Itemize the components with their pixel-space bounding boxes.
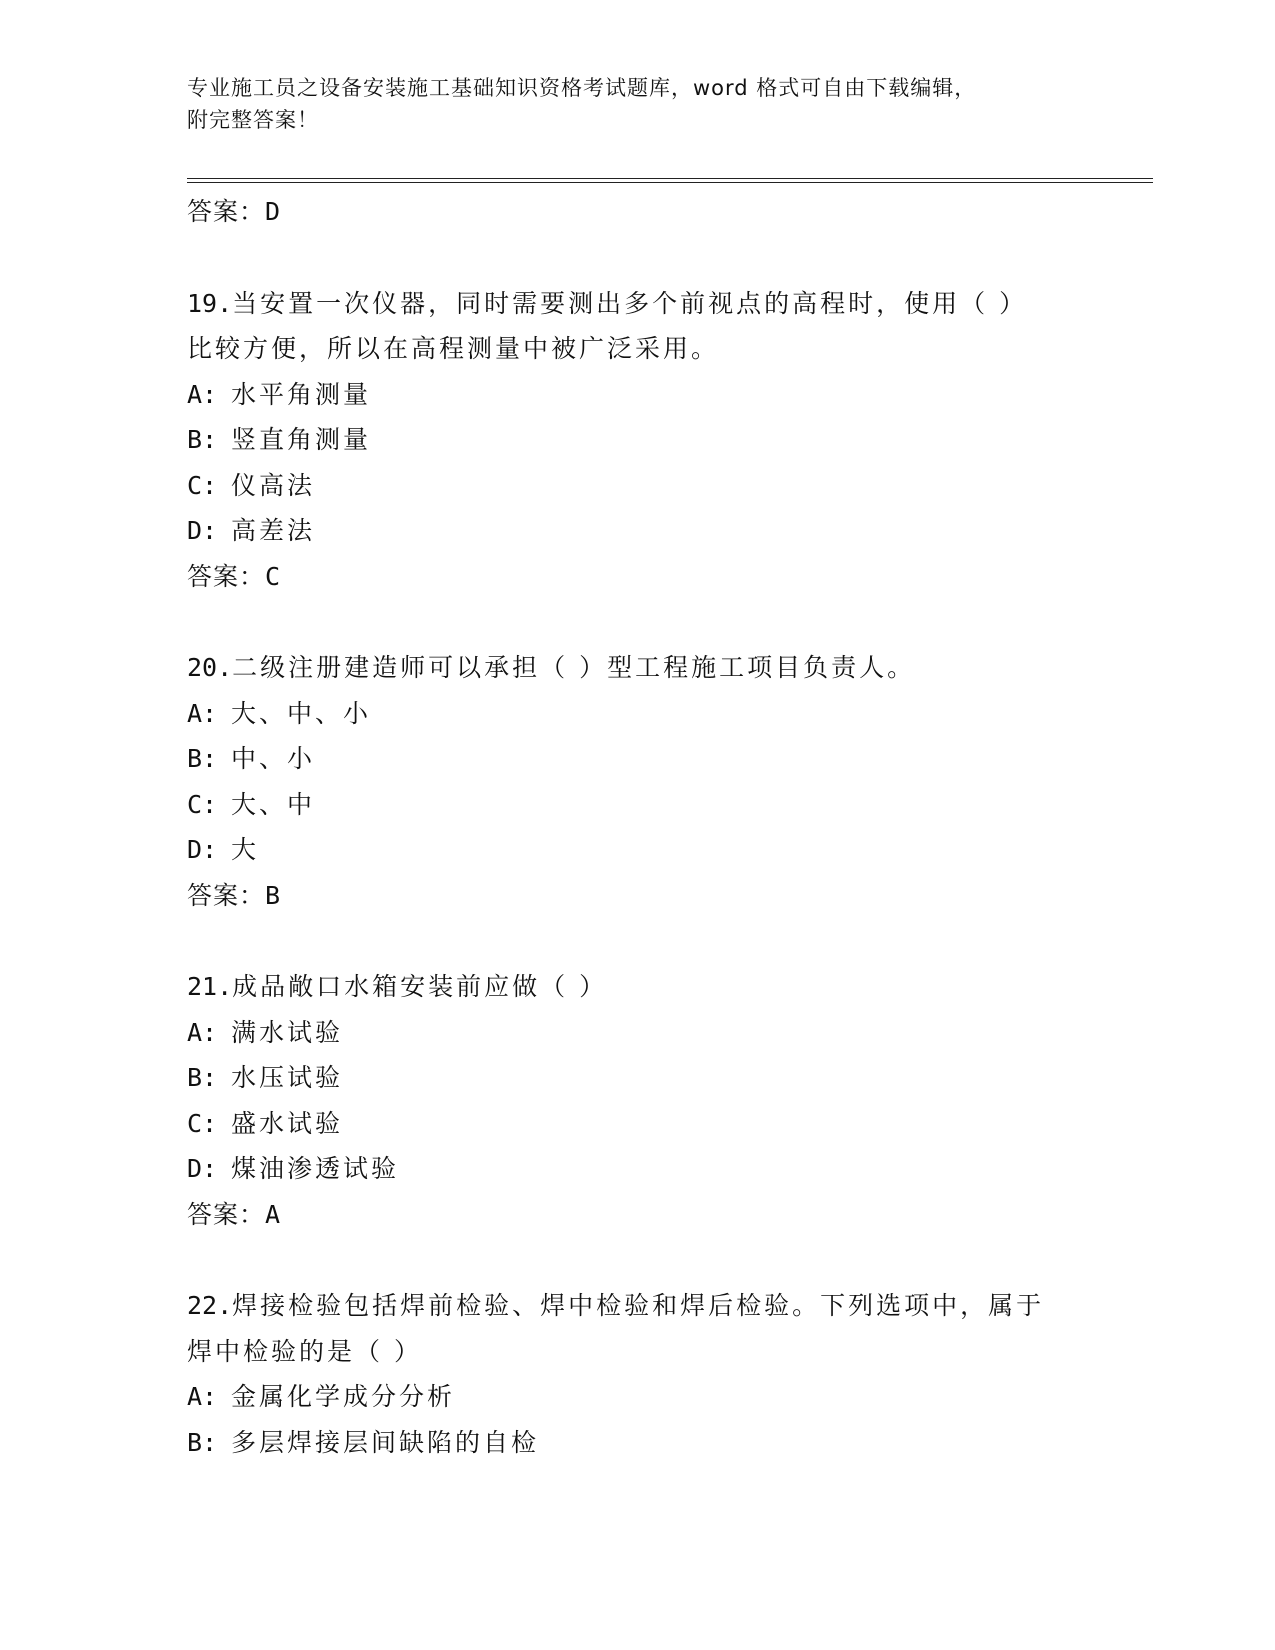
header-divider-top <box>187 178 1153 179</box>
answer-label: 答案： <box>187 1199 266 1229</box>
question-stem <box>187 281 1087 327</box>
option-b <box>187 1420 1087 1466</box>
question-22 <box>187 1283 1087 1465</box>
question-stem <box>187 645 1087 691</box>
answer-value: D <box>265 197 282 226</box>
answer-line <box>187 1192 1087 1238</box>
question-stem <box>187 1283 1087 1329</box>
option-key: B: <box>187 1063 218 1092</box>
option-key: B: <box>187 425 218 454</box>
document-header <box>187 72 1067 136</box>
question-20 <box>187 645 1087 918</box>
option-key: D: <box>187 835 218 864</box>
question-19 <box>187 281 1087 600</box>
option-key: A: <box>187 698 218 728</box>
stem-text: 当安置一次仪器，同时需要测出多个前视点的高程时，使用（ ） <box>232 288 1028 318</box>
question-number: 22. <box>187 1291 233 1320</box>
question-stem <box>187 964 1087 1010</box>
option-text: 仪高法 <box>231 470 316 500</box>
stem-text: 二级注册建造师可以承担（ ）型工程施工项目负责人。 <box>232 653 916 682</box>
option-key: C: <box>187 789 218 819</box>
option-text: 中、小 <box>231 744 316 773</box>
option-b <box>187 736 1087 782</box>
option-d <box>187 827 1087 873</box>
question-number: 19. <box>187 288 233 318</box>
option-text: 高差法 <box>231 516 316 545</box>
option-text: 竖直角测量 <box>231 425 372 454</box>
answer-value: B <box>265 880 282 910</box>
answer-value: A <box>265 1199 282 1229</box>
option-text: 大、中 <box>231 789 316 819</box>
option-key: A: <box>187 1382 218 1411</box>
question-number: 21. <box>187 972 233 1001</box>
option-text: 大 <box>231 835 260 864</box>
answer-line <box>187 554 1087 600</box>
option-text: 金属化学成分分析 <box>231 1382 456 1411</box>
option-d <box>187 1146 1087 1192</box>
option-c <box>187 782 1087 828</box>
answer-value: C <box>265 561 282 591</box>
question-21 <box>187 964 1087 1237</box>
option-key: D: <box>187 1154 218 1183</box>
option-text: 满水试验 <box>231 1017 344 1047</box>
header-divider-bottom <box>187 182 1153 183</box>
option-key: C: <box>187 1108 218 1138</box>
answer-label: 答案： <box>187 880 266 910</box>
option-a <box>187 372 1087 418</box>
option-key: B: <box>187 1427 218 1457</box>
option-key: B: <box>187 744 218 773</box>
question-stem-continued: 焊中检验的是（ ） <box>187 1336 422 1366</box>
option-key: C: <box>187 470 218 500</box>
option-b <box>187 417 1087 463</box>
option-key: D: <box>187 516 218 545</box>
option-text: 大、中、小 <box>231 698 372 728</box>
option-b <box>187 1055 1087 1101</box>
option-key: A: <box>187 379 218 409</box>
option-c <box>187 1101 1087 1147</box>
stem-text: 焊接检验包括焊前检验、焊中检验和焊后检验。下列选项中，属于 <box>232 1291 1045 1320</box>
option-text: 水压试验 <box>231 1063 344 1092</box>
header-line-2: 附完整答案！ <box>187 108 319 132</box>
option-a <box>187 1374 1087 1420</box>
option-c <box>187 463 1087 509</box>
answer-label: 答案： <box>187 197 266 226</box>
stem-text: 成品敞口水箱安装前应做（ ） <box>232 972 608 1001</box>
option-text: 水平角测量 <box>231 379 372 409</box>
option-text: 煤油渗透试验 <box>231 1154 400 1183</box>
option-d <box>187 508 1087 554</box>
answer-label: 答案： <box>187 561 266 591</box>
answer-line <box>187 873 1087 919</box>
header-line-1: 专业施工员之设备安装施工基础知识资格考试题库，word 格式可自由下载编辑， <box>187 76 977 100</box>
option-key: A: <box>187 1017 218 1047</box>
option-text: 多层焊接层间缺陷的自检 <box>231 1427 540 1457</box>
question-list <box>187 189 1087 1465</box>
question-number: 20. <box>187 653 233 682</box>
option-a <box>187 1010 1087 1056</box>
option-text: 盛水试验 <box>231 1108 344 1138</box>
question-stem-continued: 比较方便，所以在高程测量中被广泛采用。 <box>187 334 720 363</box>
option-a <box>187 691 1087 737</box>
answer-line <box>187 189 1087 235</box>
